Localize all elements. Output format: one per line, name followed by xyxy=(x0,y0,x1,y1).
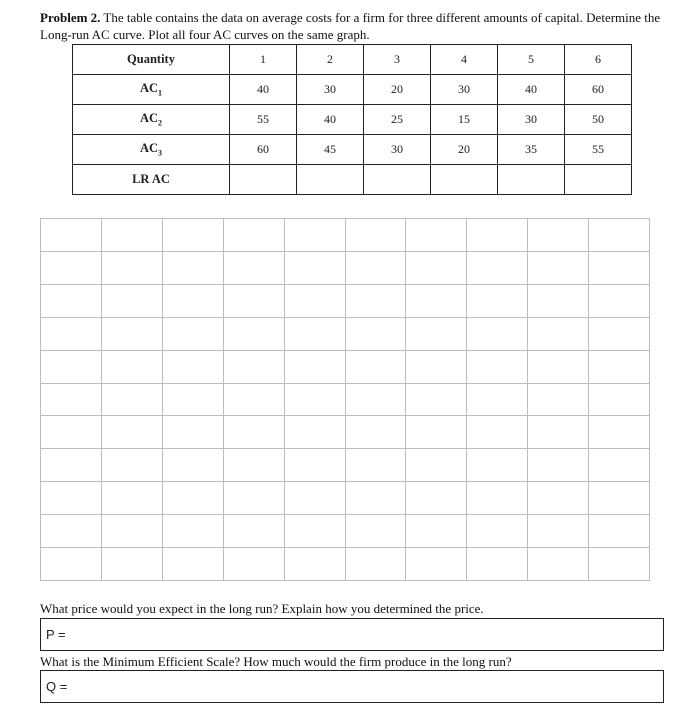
value-cell[interactable] xyxy=(297,165,364,195)
table-row xyxy=(73,165,632,195)
row-label-subscript: 1 xyxy=(158,88,163,98)
grid-cell[interactable] xyxy=(224,285,285,318)
row-label xyxy=(73,135,230,165)
grid-cell[interactable] xyxy=(224,384,285,417)
grid-cell[interactable] xyxy=(528,515,589,548)
grid-cell[interactable] xyxy=(589,252,650,285)
grid-cell[interactable] xyxy=(467,548,528,581)
grid-cell[interactable] xyxy=(467,318,528,351)
grid-cell[interactable] xyxy=(528,449,589,482)
grid-cell[interactable] xyxy=(406,416,467,449)
grid-cell[interactable] xyxy=(406,482,467,515)
grid-cell[interactable] xyxy=(163,449,224,482)
grid-cell[interactable] xyxy=(41,219,102,252)
grid-cell[interactable] xyxy=(163,515,224,548)
grid-cell[interactable] xyxy=(41,351,102,384)
grid-cell[interactable] xyxy=(102,548,163,581)
row-label-text: AC xyxy=(139,81,159,96)
grid-cell[interactable] xyxy=(285,482,346,515)
grid-cell[interactable] xyxy=(163,252,224,285)
grid-cell[interactable] xyxy=(467,515,528,548)
quantity-cell: 3 xyxy=(364,45,431,75)
value-cell[interactable] xyxy=(565,165,632,195)
grid-cell[interactable] xyxy=(467,351,528,384)
problem-label: Problem 2. xyxy=(40,10,101,25)
grid-cell[interactable] xyxy=(346,416,407,449)
value-cell: 55 xyxy=(230,105,297,135)
value-cell: 20 xyxy=(364,75,431,105)
grid-cell[interactable] xyxy=(102,416,163,449)
grid-cell[interactable] xyxy=(406,318,467,351)
grid-cell[interactable] xyxy=(346,351,407,384)
value-cell: 40 xyxy=(297,105,364,135)
grid-cell[interactable] xyxy=(102,482,163,515)
grid-cell[interactable] xyxy=(346,482,407,515)
grid-cell[interactable] xyxy=(163,482,224,515)
grid-cell[interactable] xyxy=(528,252,589,285)
grid-cell[interactable] xyxy=(102,318,163,351)
grid-cell[interactable] xyxy=(102,252,163,285)
grid-cell[interactable] xyxy=(346,318,407,351)
grid-cell[interactable] xyxy=(467,384,528,417)
problem-body: The table contains the data on average costs for a firm for three different amounts of capital. Determine the Long-run AC curve. Plot all four AC curves on the same graph. xyxy=(40,10,661,42)
grid-cell[interactable] xyxy=(406,515,467,548)
row-label-subscript: 2 xyxy=(158,118,163,128)
grid-cell[interactable] xyxy=(589,384,650,417)
grid-cell[interactable] xyxy=(102,449,163,482)
table-header-row xyxy=(73,45,632,75)
row-label xyxy=(73,105,230,135)
grid-cell[interactable] xyxy=(406,384,467,417)
grid-cell[interactable] xyxy=(346,548,407,581)
value-cell: 25 xyxy=(364,105,431,135)
grid-cell[interactable] xyxy=(163,351,224,384)
grid-cell[interactable] xyxy=(285,449,346,482)
grid-cell[interactable] xyxy=(528,384,589,417)
grid-cell[interactable] xyxy=(406,351,467,384)
grid-cell[interactable] xyxy=(224,219,285,252)
grid-cell[interactable] xyxy=(589,416,650,449)
grid-cell[interactable] xyxy=(102,285,163,318)
grid-cell[interactable] xyxy=(285,548,346,581)
grid-cell[interactable] xyxy=(589,318,650,351)
grid-cell[interactable] xyxy=(528,219,589,252)
grid-cell[interactable] xyxy=(467,416,528,449)
grid-cell[interactable] xyxy=(285,318,346,351)
table-row xyxy=(73,75,632,105)
grid-cell[interactable] xyxy=(102,515,163,548)
grid-cell[interactable] xyxy=(528,318,589,351)
value-cell: 35 xyxy=(498,135,565,165)
grid-cell[interactable] xyxy=(41,449,102,482)
value-cell: 45 xyxy=(297,135,364,165)
grid-cell[interactable] xyxy=(41,482,102,515)
grid-cell[interactable] xyxy=(102,351,163,384)
grid-cell[interactable] xyxy=(346,219,407,252)
value-cell[interactable] xyxy=(230,165,297,195)
grid-cell[interactable] xyxy=(102,219,163,252)
grid-cell[interactable] xyxy=(41,384,102,417)
row-label-text: LR AC xyxy=(132,172,170,186)
grid-cell[interactable] xyxy=(589,515,650,548)
question-min-efficient-scale: What is the Minimum Efficient Scale? How much would the firm produce in the long run? xyxy=(40,654,512,669)
graph-grid[interactable] xyxy=(40,218,650,581)
quantity-cell: 6 xyxy=(565,45,632,75)
grid-cell[interactable] xyxy=(589,482,650,515)
grid-cell[interactable] xyxy=(285,351,346,384)
value-cell: 30 xyxy=(431,75,498,105)
grid-cell[interactable] xyxy=(346,515,407,548)
price-answer-field[interactable]: P = xyxy=(40,618,664,651)
quantity-cell: 4 xyxy=(431,45,498,75)
row-label xyxy=(73,75,230,105)
row-label xyxy=(73,165,230,195)
grid-cell[interactable] xyxy=(224,515,285,548)
grid-cell[interactable] xyxy=(589,285,650,318)
grid-cell[interactable] xyxy=(467,285,528,318)
value-cell: 30 xyxy=(364,135,431,165)
grid-cell[interactable] xyxy=(163,416,224,449)
grid-cell[interactable] xyxy=(224,351,285,384)
grid-cell[interactable] xyxy=(589,351,650,384)
value-cell[interactable] xyxy=(364,165,431,195)
value-cell: 55 xyxy=(565,135,632,165)
row-label-text: AC xyxy=(139,111,159,126)
grid-cell[interactable] xyxy=(528,548,589,581)
question-price: What price would you expect in the long run? Explain how you determined the price. xyxy=(40,601,484,616)
grid-cell[interactable] xyxy=(224,482,285,515)
grid-cell[interactable] xyxy=(406,252,467,285)
grid-cell[interactable] xyxy=(589,548,650,581)
grid-cell[interactable] xyxy=(163,548,224,581)
grid-cell[interactable] xyxy=(528,482,589,515)
grid-cell[interactable] xyxy=(346,384,407,417)
grid-cell[interactable] xyxy=(589,449,650,482)
value-cell: 20 xyxy=(431,135,498,165)
value-cell: 60 xyxy=(230,135,297,165)
grid-cell[interactable] xyxy=(41,416,102,449)
grid-cell[interactable] xyxy=(224,318,285,351)
grid-cell[interactable] xyxy=(346,449,407,482)
grid-cell[interactable] xyxy=(346,252,407,285)
table-row xyxy=(73,105,632,135)
value-cell[interactable] xyxy=(431,165,498,195)
grid-cell[interactable] xyxy=(467,219,528,252)
grid-cell[interactable] xyxy=(163,318,224,351)
grid-cell[interactable] xyxy=(41,548,102,581)
grid-cell[interactable] xyxy=(406,548,467,581)
grid-cell[interactable] xyxy=(163,285,224,318)
grid-cell[interactable] xyxy=(285,285,346,318)
grid-cell[interactable] xyxy=(528,351,589,384)
row-label-text: AC xyxy=(139,141,159,156)
average-cost-table xyxy=(72,44,632,195)
grid-cell[interactable] xyxy=(224,449,285,482)
grid-cell[interactable] xyxy=(41,515,102,548)
grid-cell[interactable] xyxy=(224,252,285,285)
quantity-cell: 2 xyxy=(297,45,364,75)
grid-cell[interactable] xyxy=(41,252,102,285)
grid-cell[interactable] xyxy=(467,252,528,285)
problem-statement xyxy=(40,9,670,43)
row-label-subscript: 3 xyxy=(158,148,163,158)
grid-cell[interactable] xyxy=(102,384,163,417)
grid-cell[interactable] xyxy=(163,219,224,252)
grid-cell[interactable] xyxy=(41,285,102,318)
grid-cell[interactable] xyxy=(528,285,589,318)
quantity-cell: 5 xyxy=(498,45,565,75)
grid-cell[interactable] xyxy=(224,548,285,581)
value-cell: 15 xyxy=(431,105,498,135)
grid-cell[interactable] xyxy=(285,416,346,449)
value-cell: 30 xyxy=(297,75,364,105)
quantity-answer-field[interactable]: Q = xyxy=(40,670,664,703)
value-cell: 30 xyxy=(498,105,565,135)
grid-cell[interactable] xyxy=(589,219,650,252)
value-cell: 50 xyxy=(565,105,632,135)
grid-cell[interactable] xyxy=(224,416,285,449)
grid-cell[interactable] xyxy=(41,318,102,351)
grid-cell[interactable] xyxy=(467,449,528,482)
value-cell[interactable] xyxy=(498,165,565,195)
grid-cell[interactable] xyxy=(163,384,224,417)
value-cell: 40 xyxy=(230,75,297,105)
grid-cell[interactable] xyxy=(406,285,467,318)
value-cell: 40 xyxy=(498,75,565,105)
grid-cell[interactable] xyxy=(285,515,346,548)
grid-cell[interactable] xyxy=(285,219,346,252)
quantity-cell: 1 xyxy=(230,45,297,75)
table-row xyxy=(73,135,632,165)
grid-cell[interactable] xyxy=(285,252,346,285)
grid-cell[interactable] xyxy=(528,416,589,449)
grid-cell[interactable] xyxy=(406,449,467,482)
value-cell: 60 xyxy=(565,75,632,105)
grid-cell[interactable] xyxy=(346,285,407,318)
grid-cell[interactable] xyxy=(285,384,346,417)
grid-cell[interactable] xyxy=(406,219,467,252)
grid-cell[interactable] xyxy=(467,482,528,515)
quantity-header: Quantity xyxy=(73,45,230,75)
